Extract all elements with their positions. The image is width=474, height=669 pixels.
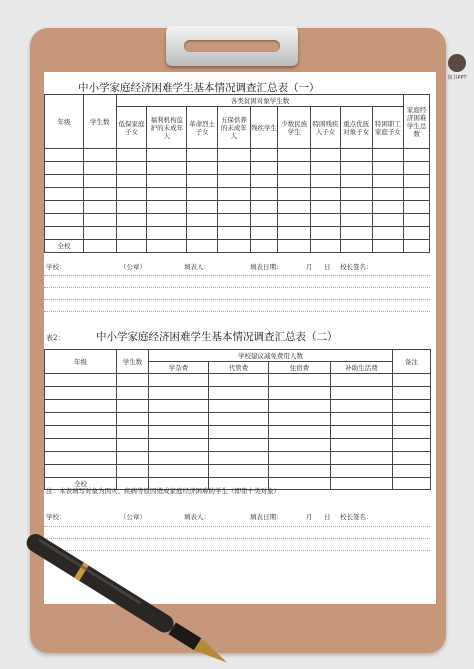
sign-school: 学校：: [46, 513, 66, 521]
header-category: 低保家庭子女: [116, 107, 147, 149]
sign-seal: （公章）: [120, 513, 146, 521]
header-fee: 住宿费: [269, 362, 331, 374]
header-category: 福利机构监护的未成年人: [147, 107, 187, 149]
pen-barrel: [23, 531, 177, 636]
sign-principal: 校长签名：: [340, 263, 373, 271]
pen-highlight: [38, 538, 141, 604]
header-students: 学生数: [117, 350, 149, 374]
header-category: 重点优抚对象子女: [340, 107, 372, 149]
sign-day: 日: [324, 263, 331, 271]
table2-label: 表2：: [46, 334, 65, 342]
sign-seal: （公章）: [120, 263, 146, 271]
sign-month: 月: [306, 513, 313, 521]
header-fee: 代管费: [209, 362, 269, 374]
logo-text: 简书PPT: [447, 75, 467, 81]
header-category: 特困残疾人子女: [311, 107, 341, 149]
sign-filler: 填表人：: [184, 513, 210, 521]
sign-date: 填表日期：: [250, 263, 283, 271]
pen-nib: [194, 638, 231, 668]
header-fee: 补助生活费: [331, 362, 393, 374]
header-category: 革命烈士子女: [187, 107, 218, 149]
header-students: 学生数: [83, 95, 116, 149]
header-grade: 年级: [45, 350, 117, 374]
pen-grip: [168, 622, 201, 650]
header-total: 家庭经济困难学生总数: [404, 95, 430, 149]
header-grade: 年级: [45, 95, 84, 149]
header-category: 少数民族学生: [278, 107, 311, 149]
header-fee: 学杂费: [149, 362, 209, 374]
sign-filler: 填表人：: [184, 263, 210, 271]
header-remark: 备注: [393, 350, 431, 374]
header-category: 五保供养的未成年人: [217, 107, 250, 149]
sign-day: 日: [324, 513, 331, 521]
table2-title: 中小学家庭经济困难学生基本情况调查汇总表（二）: [96, 331, 338, 343]
sign-school: 学校：: [46, 263, 66, 271]
total-label: 全校: [45, 478, 117, 490]
sign-date: 填表日期：: [250, 513, 283, 521]
header-category: 特困职工家庭子女: [372, 107, 404, 149]
sign-principal: 校长签名：: [340, 513, 373, 521]
header-poverty-group: 各类贫困对象学生数: [116, 95, 404, 107]
header-category: 残疾学生: [250, 107, 278, 149]
table2-note: 注：本表填写对象为因灾、疾病等原因造成家庭经济困难的学生（即第十类对象）: [46, 487, 280, 495]
table1-title: 中小学家庭经济困难学生基本情况调查汇总表（一）: [78, 82, 320, 94]
sign-month: 月: [306, 263, 313, 271]
header-fee-group: 学校建议减免费用人数: [149, 350, 393, 362]
total-label: 全校: [45, 240, 84, 253]
